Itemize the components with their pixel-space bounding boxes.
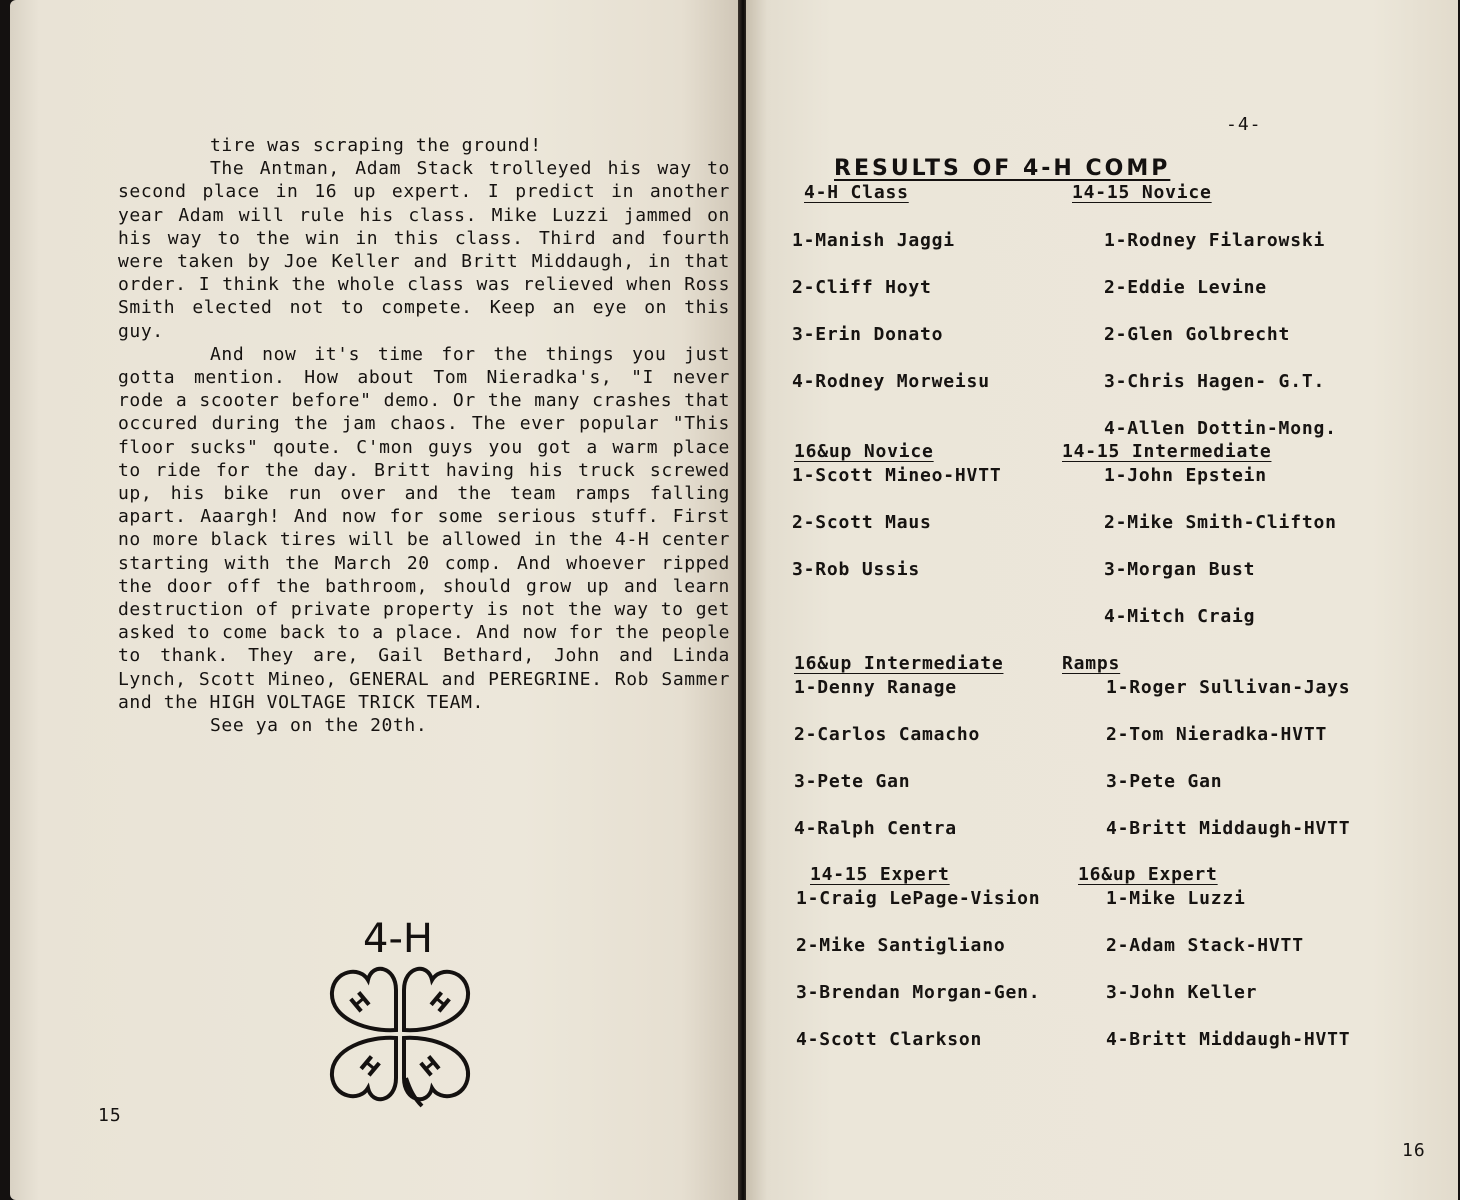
- result-entry: 2-Adam Stack-HVTT: [1106, 935, 1304, 956]
- result-entry: 3-Brendan Morgan-Gen.: [796, 982, 1041, 1003]
- result-entry: 1-John Epstein: [1104, 465, 1267, 486]
- category-heading: 14-15 Expert: [810, 864, 950, 885]
- page-header-number: -4-: [1226, 114, 1262, 135]
- result-entry: 4-Britt Middaugh-HVTT: [1106, 1029, 1351, 1050]
- result-entry: 3-Pete Gan: [1106, 771, 1223, 792]
- result-entry: 2-Mike Smith-Clifton: [1104, 512, 1337, 533]
- paragraph: And now it's time for the things you just gotta mention. How about Tom Nieradka's, "I never rode a scooter before" demo. Or the many crashes that occured during the jam chaos. The ever popular "This floor sucks" qoute. C'mon guys you got a warm place to ride for the day. Britt having his truck screwed up, his bike run over and the team ramps falling apart. Aaargh! And now for some serious stuff. First no more black tires will be allowed in the 4-H center starting with the March 20 comp. And whoever ripped the door off the bathroom, should grow up and learn destruction of private property is not the way to get asked to come back to a place. And now for the people to thank. They are, Gail Bethard, John and Linda Lynch, Scott Mineo, GENERAL and PEREGRINE. Rob Sammer and the HIGH VOLTAGE TRICK TEAM.: [118, 343, 730, 713]
- category-heading: Ramps: [1062, 653, 1121, 674]
- result-entry: 2-Eddie Levine: [1104, 277, 1267, 298]
- four-h-clover-icon: [310, 910, 490, 1110]
- category-heading: 16&up Intermediate: [794, 653, 1004, 674]
- result-entry: 3-Chris Hagen- G.T.: [1104, 371, 1326, 392]
- logo-text: 4-H: [363, 916, 433, 962]
- result-entry: 2-Mike Santigliano: [796, 935, 1006, 956]
- svg-text:H: H: [415, 1051, 446, 1083]
- result-entry: 4-Britt Middaugh-HVTT: [1106, 818, 1351, 839]
- result-entry: 1-Scott Mineo-HVTT: [792, 465, 1002, 486]
- paragraph: tire was scraping the ground!: [210, 135, 542, 156]
- result-entry: 1-Roger Sullivan-Jays: [1106, 677, 1351, 698]
- result-entry: 4-Rodney Morweisu: [792, 371, 990, 392]
- result-entry: 4-Allen Dottin-Mong.: [1104, 418, 1337, 439]
- result-entry: 2-Cliff Hoyt: [792, 277, 932, 298]
- paragraph: The Antman, Adam Stack trolleyed his way to second place in 16 up expert. I predict in another year Adam will rule his class. Mike Luzzi jammed on his way to the win in this class. Third and fourth were taken by Joe Keller and Britt Middaugh, in that order. I think the whole class was relieved when Ross Smith elected not to compete. Keep an eye on this guy.: [118, 158, 730, 342]
- category-heading: 14-15 Intermediate: [1062, 441, 1272, 462]
- page-number: 15: [98, 1105, 122, 1126]
- result-entry: 1-Mike Luzzi: [1106, 888, 1246, 909]
- article-text: [118, 134, 730, 737]
- svg-text:H: H: [354, 1051, 385, 1083]
- result-entry: 1-Rodney Filarowski: [1104, 230, 1326, 251]
- svg-text:H: H: [345, 987, 376, 1019]
- result-entry: 1-Manish Jaggi: [792, 230, 955, 251]
- left-page: [10, 0, 740, 1200]
- category-heading: 14-15 Novice: [1072, 182, 1212, 203]
- page-number: 16: [1402, 1140, 1426, 1161]
- category-heading: 4-H Class: [804, 182, 909, 203]
- paragraph: See ya on the 20th.: [210, 715, 428, 737]
- result-entry: 2-Tom Nieradka-HVTT: [1106, 724, 1328, 745]
- result-entry: 2-Glen Golbrecht: [1104, 324, 1291, 345]
- category-heading: 16&up Expert: [1078, 864, 1218, 885]
- result-entry: 2-Scott Maus: [792, 512, 932, 533]
- category-heading: 16&up Novice: [794, 441, 934, 462]
- four-h-clover-logo: [310, 910, 490, 1110]
- result-entry: 4-Scott Clarkson: [796, 1029, 983, 1050]
- right-page: [746, 0, 1458, 1200]
- result-entry: 3-Pete Gan: [794, 771, 911, 792]
- results-title: RESULTS OF 4-H COMP: [834, 156, 1171, 181]
- result-entry: 3-Morgan Bust: [1104, 559, 1256, 580]
- result-entry: 3-Rob Ussis: [792, 559, 921, 580]
- result-entry: 3-Erin Donato: [792, 324, 944, 345]
- result-entry: 2-Carlos Camacho: [794, 724, 981, 745]
- result-entry: 4-Mitch Craig: [1104, 606, 1256, 627]
- results-list: [746, 0, 1458, 1200]
- result-entry: 3-John Keller: [1106, 982, 1258, 1003]
- svg-text:H: H: [424, 987, 455, 1019]
- result-entry: 4-Ralph Centra: [794, 818, 957, 839]
- result-entry: 1-Denny Ranage: [794, 677, 957, 698]
- result-entry: 1-Craig LePage-Vision: [796, 888, 1041, 909]
